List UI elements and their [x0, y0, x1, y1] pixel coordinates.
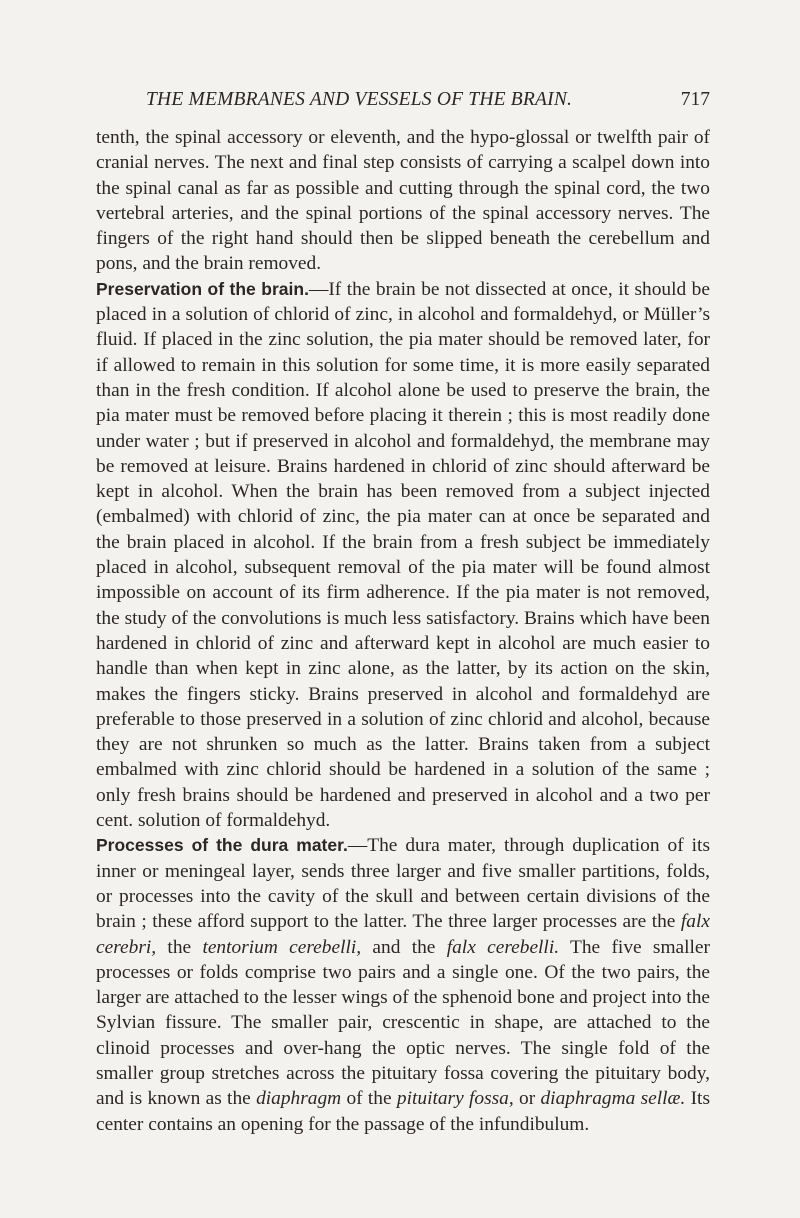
paragraph-text: or — [513, 1088, 541, 1110]
paragraph-text: and the — [361, 936, 447, 958]
paragraph-text: Its center contains an opening for the passage of the infundibulum. — [96, 1088, 710, 1135]
running-title: THE MEMBRANES AND VESSELS OF THE BRAIN. — [146, 89, 573, 110]
paragraph-dura-processes — [96, 833, 710, 1137]
paragraph-text: —The dura mater, through duplication of its inner or meningeal layer, sends three larger and five smaller partitions, folds, or processes into the cavity of the skull and between certain divisions of the brain ; these afford support to the latter. The three larger processes are the — [96, 835, 710, 933]
section-heading-preservation: Preservation of the brain. — [96, 278, 309, 299]
paragraph-preservation — [96, 277, 710, 834]
paragraph-text: tenth, the spinal accessory or eleventh, and the hypo-glossal or twelfth pair of cranial nerves. The next and final step consists of carrying a scalpel down into the spinal canal as far as possible and cutting through the spinal cord, the two vertebral arteries, and the spinal portions of the spinal accessory nerves. The fingers of the right hand should then be slipped beneath the cerebellum and pons, and the brain removed. — [96, 127, 710, 275]
paragraph-text: —If the brain be not dissected at once, it should be placed in a solution of chlorid of zinc, in alcohol and formaldehyd, or Müller’s fluid. If placed in the zinc solution, the pia mater should be removed later, for if allowed to remain in this solution for some time, it is more easily separated than in the fresh condition. If alcohol alone be used to preserve the brain, the pia mater must be removed before placing it therein ; this is most readily done under water ; but if preserved in alcohol and formaldehyd, the membrane may be removed at leisure. Brains hardened in chlorid of zinc should afterward be kept in alcohol. When the brain has been removed from a subject injected (embalmed) with chlorid of zinc, the pia mater can at once be separated and the brain placed in alcohol. If the brain from a fresh subject be immediately placed in alcohol, subsequent removal of the pia mater will be found almost impossible on account of its firm adherence. If the pia mater is not removed, the study of the convolutions is much less satisfactory. Brains which have been hardened in chlorid of zinc and afterward kept in alcohol are much easier to handle than when kept in zinc alone, as the latter, by its action on the skin, makes the fingers sticky. Brains preserved in alcohol and formaldehyd are preferable to those preserved in a solution of zinc chlorid and alcohol, because they are not shrunken so much as the latter. Brains taken from a subject embalmed with zinc chlorid should be hardened in a solution of the same ; only fresh brains should be hardened and preserved in alcohol and a two per cent. solution of formaldehyd. — [96, 278, 710, 832]
paragraph-text: The five smaller processes or folds comprise two pairs and a single one. Of the two pairs, the larger are attached to the lesser wings of the sphenoid bone and project into the Sylvian fissure. The smaller pair, crescentic in shape, are attached to the clinoid processes and over-hang the optic nerves. The single fold of the smaller group stretches across the pituitary fossa covering the pituitary body, and is known as the — [96, 936, 710, 1110]
paragraph-text: of the — [341, 1088, 397, 1110]
paragraph-brain-removal — [96, 125, 710, 277]
running-head — [96, 89, 710, 119]
page-number: 717 — [680, 89, 710, 110]
term-falx-cerebelli: falx cerebelli. — [446, 936, 560, 958]
body-text — [96, 125, 710, 1137]
term-tentorium-cerebelli: tentorium cerebelli, — [202, 936, 362, 958]
term-diaphragma-sellae: diaphragma sellæ. — [540, 1088, 686, 1110]
paragraph-text: the — [156, 936, 203, 958]
section-heading-dura-processes: Processes of the dura mater. — [96, 835, 348, 856]
term-pituitary-fossa: pituitary fossa, — [396, 1088, 514, 1110]
term-diaphragm: diaphragm — [256, 1088, 342, 1110]
term-falx-cerebri: falx cerebri, — [96, 911, 710, 958]
